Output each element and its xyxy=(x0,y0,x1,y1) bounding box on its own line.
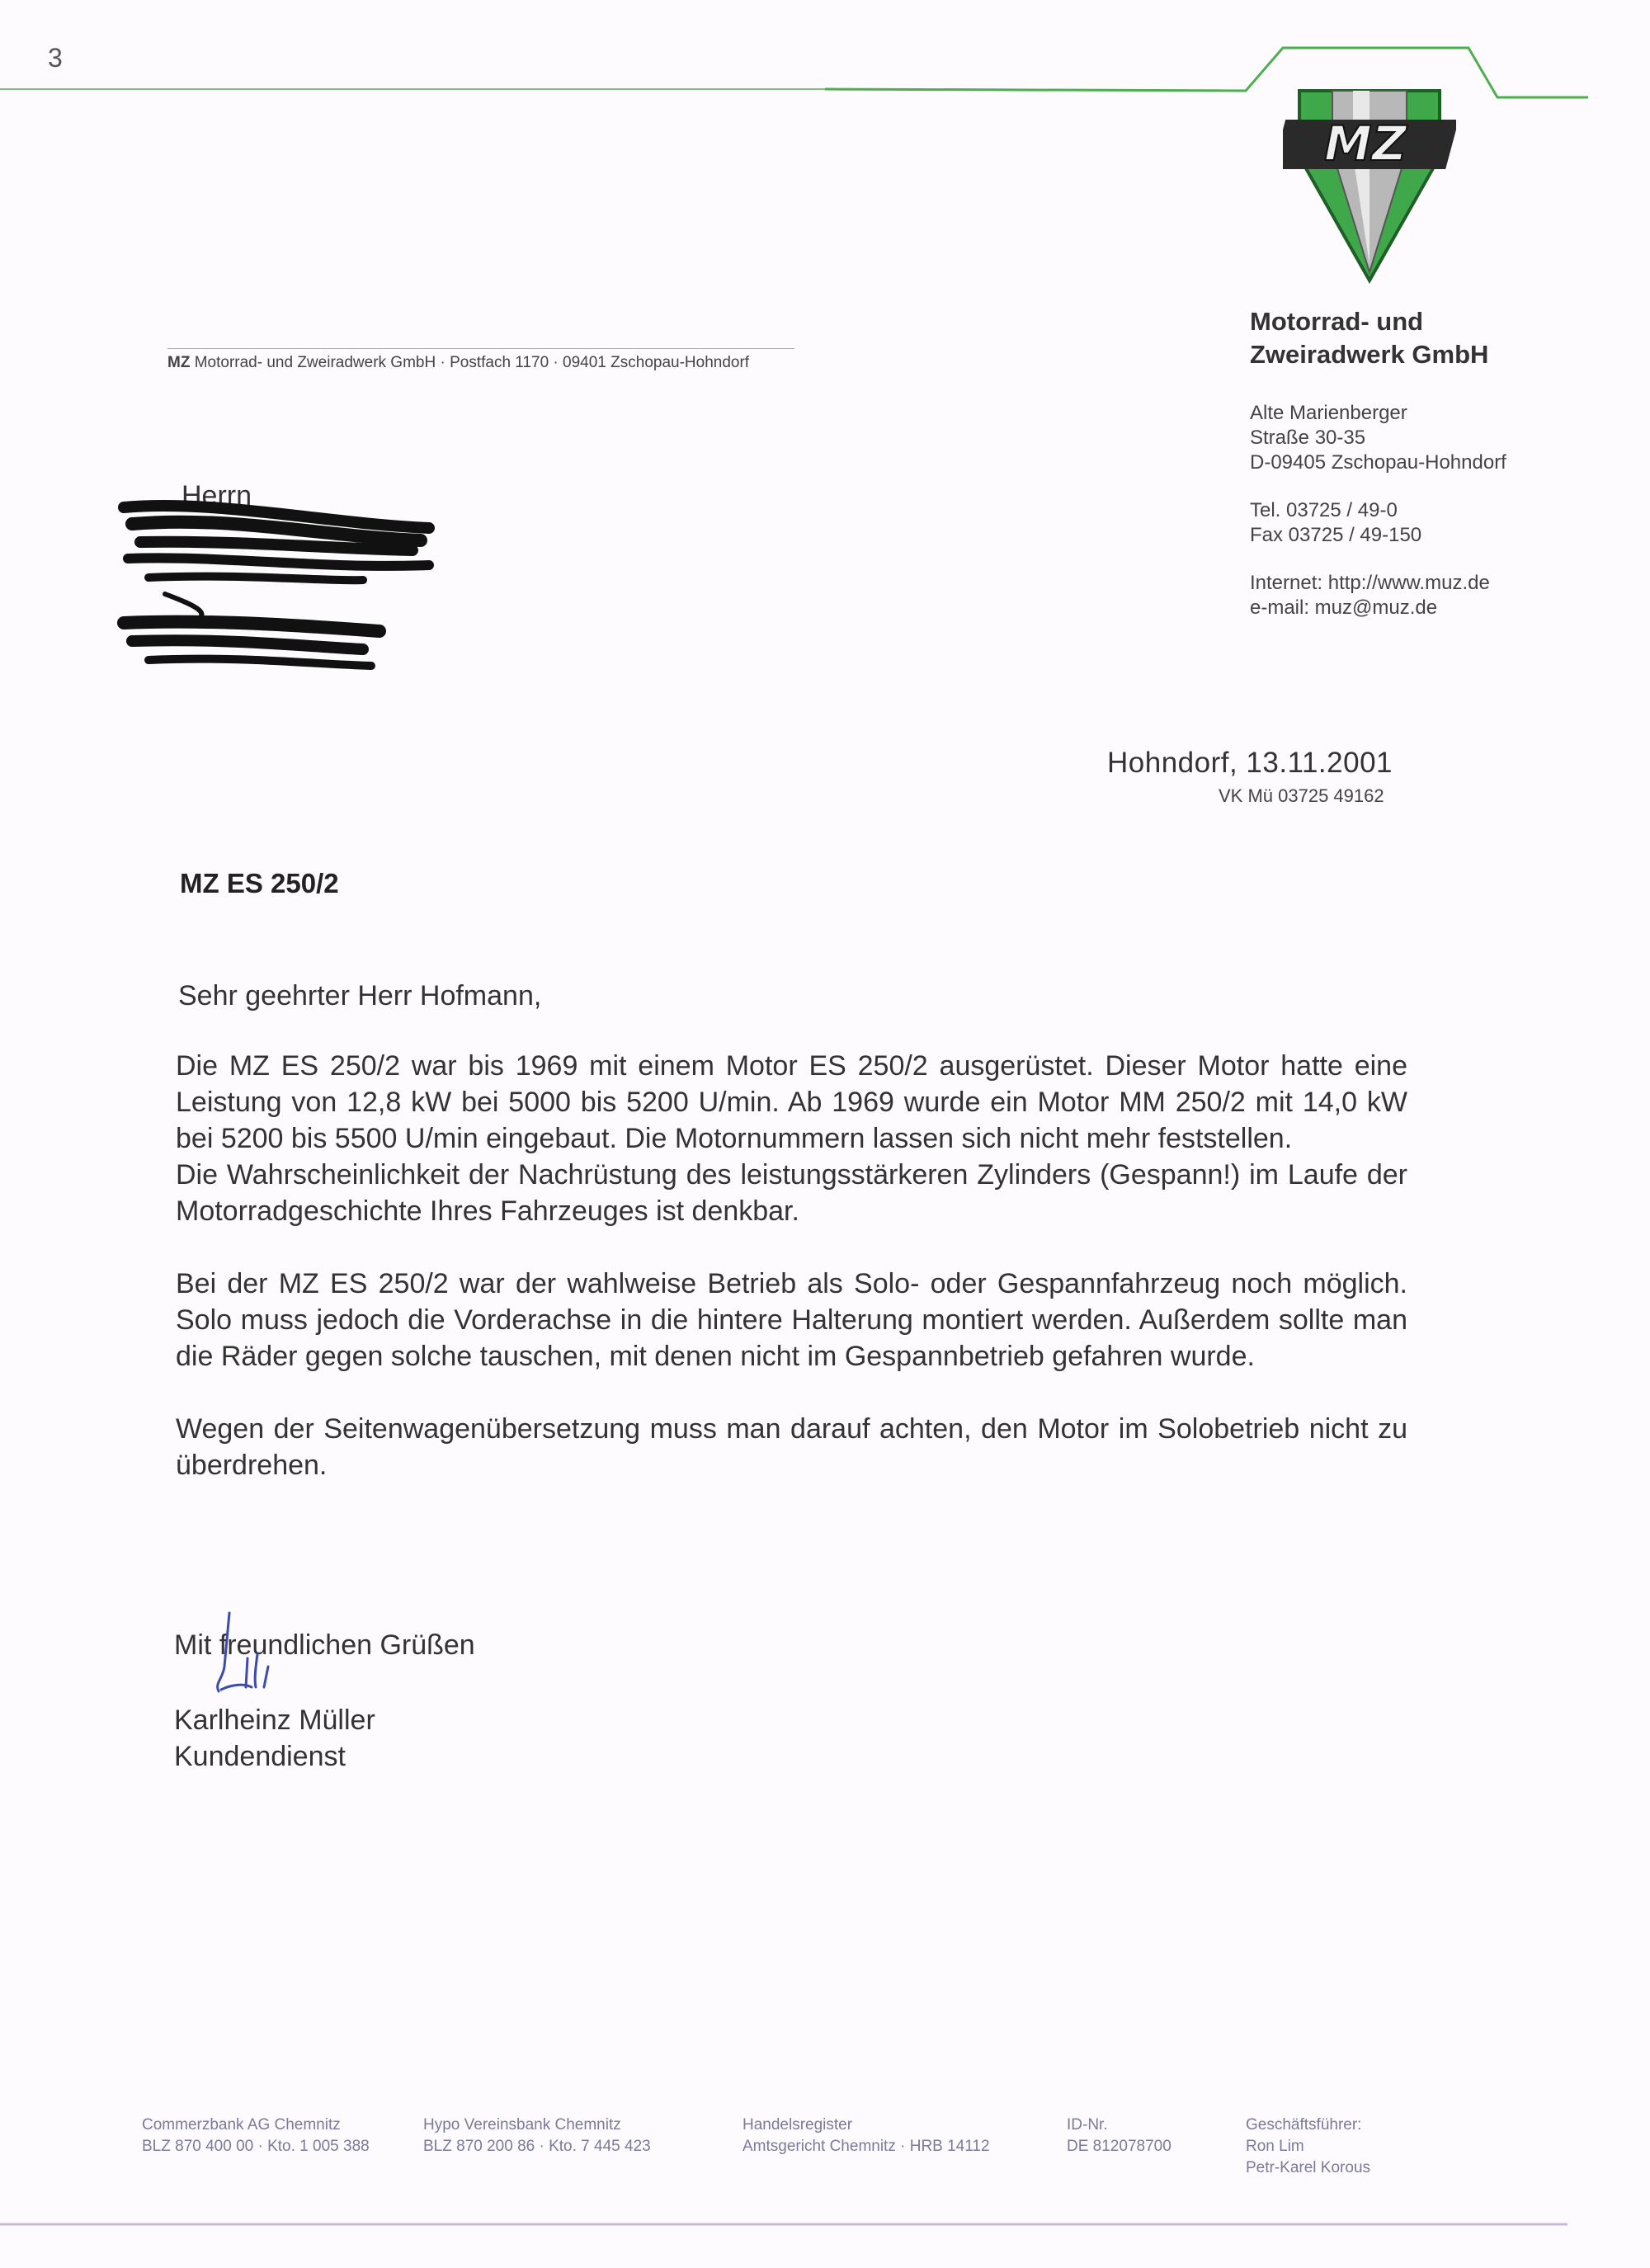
letter-subject: MZ ES 250/2 xyxy=(180,868,339,898)
page-number: 3 xyxy=(48,43,63,73)
letter-date: Hohndorf, 13.11.2001 xyxy=(1107,747,1393,779)
redaction-scribble xyxy=(116,491,446,681)
closing: Mit freundlichen Grüßen xyxy=(174,1629,475,1661)
signature xyxy=(206,1609,305,1708)
footer-register: Handelsregister Amtsgericht Chemnitz · HRB 14112 xyxy=(742,2116,990,2155)
footer-bank-2: Hypo Vereinsbank Chemnitz BLZ 870 200 86 · Kto. 7 445 423 xyxy=(423,2116,651,2155)
body-paragraph: Die Wahrscheinlichkeit der Nachrüstung des leistungsstärkeren Zylinders (Gespann!) im Laufe der Motorradgeschichte Ihres Fahrzeuges ist denkbar. xyxy=(176,1159,1407,1227)
company-name: Motorrad- und Zweiradwerk GmbH xyxy=(1250,307,1489,369)
footer-bank-1: Commerzbank AG Chemnitz BLZ 870 400 00 · Kto. 1 005 388 xyxy=(142,2116,370,2155)
website: Internet: http://www.muz.de xyxy=(1250,572,1490,594)
body-paragraph: Die MZ ES 250/2 war bis 1969 mit einem Motor ES 250/2 ausgerüstet. Dieser Motor hatte eine Leistung von 12,8 kW bei 5000 bis 5200 U/min. Ab 1969 wurde ein Motor MM 250/2 mit 14,0 kW bei 5200 bis 5500 U/min eingebaut. Die Motornummern lassen sich nicht mehr feststellen. xyxy=(176,1050,1407,1154)
footer-rule xyxy=(0,2219,1650,2236)
email: e-mail: muz@muz.de xyxy=(1250,596,1438,619)
body-paragraph: Bei der MZ ES 250/2 war der wahlweise Betrieb als Solo- oder Gespannfahrzeug noch möglich. Solo muss jedoch die Vorderachse in die hintere Halterung montiert werden. Außerdem sollte man die Räder gegen solche tauschen, mit denen nicht im Gespannbetrieb gefahren wurde. xyxy=(176,1268,1407,1372)
return-address: MZ Motorrad- und Zweiradwerk GmbH · Postfach 1170 · 09401 Zschopau-Hohndorf xyxy=(167,348,794,372)
signer xyxy=(174,1702,375,1775)
signer-department: Kundendienst xyxy=(174,1741,346,1772)
logo-text: MZ xyxy=(1324,116,1407,172)
salutation: Sehr geehrter Herr Hofmann, xyxy=(178,980,542,1011)
footer-id: ID-Nr. DE 812078700 xyxy=(1067,2116,1172,2155)
signer-name: Karlheinz Müller xyxy=(174,1705,375,1736)
letter-body xyxy=(176,1048,1407,1520)
mz-logo xyxy=(1283,74,1456,297)
fax: Fax 03725 / 49-150 xyxy=(1250,524,1422,546)
phone: Tel. 03725 / 49-0 xyxy=(1250,499,1398,521)
footer-management: Geschäftsführer: Ron Lim Petr-Karel Korous xyxy=(1246,2116,1371,2176)
reference-number: VK Mü 03725 49162 xyxy=(1219,785,1384,806)
company-address: Alte Marienberger Straße 30-35 D-09405 Zschopau-Hohndorf Tel. 03725 / 49-0 Fax 03725 / 49-150 Internet: http://www.muz.de e-mail: muz@muz.de xyxy=(1250,402,1506,619)
body-paragraph: Wegen der Seitenwagenübersetzung muss man darauf achten, den Motor im Solobetrieb nicht zu überdrehen. xyxy=(176,1413,1407,1481)
recipient-title: Herrn xyxy=(182,480,252,512)
